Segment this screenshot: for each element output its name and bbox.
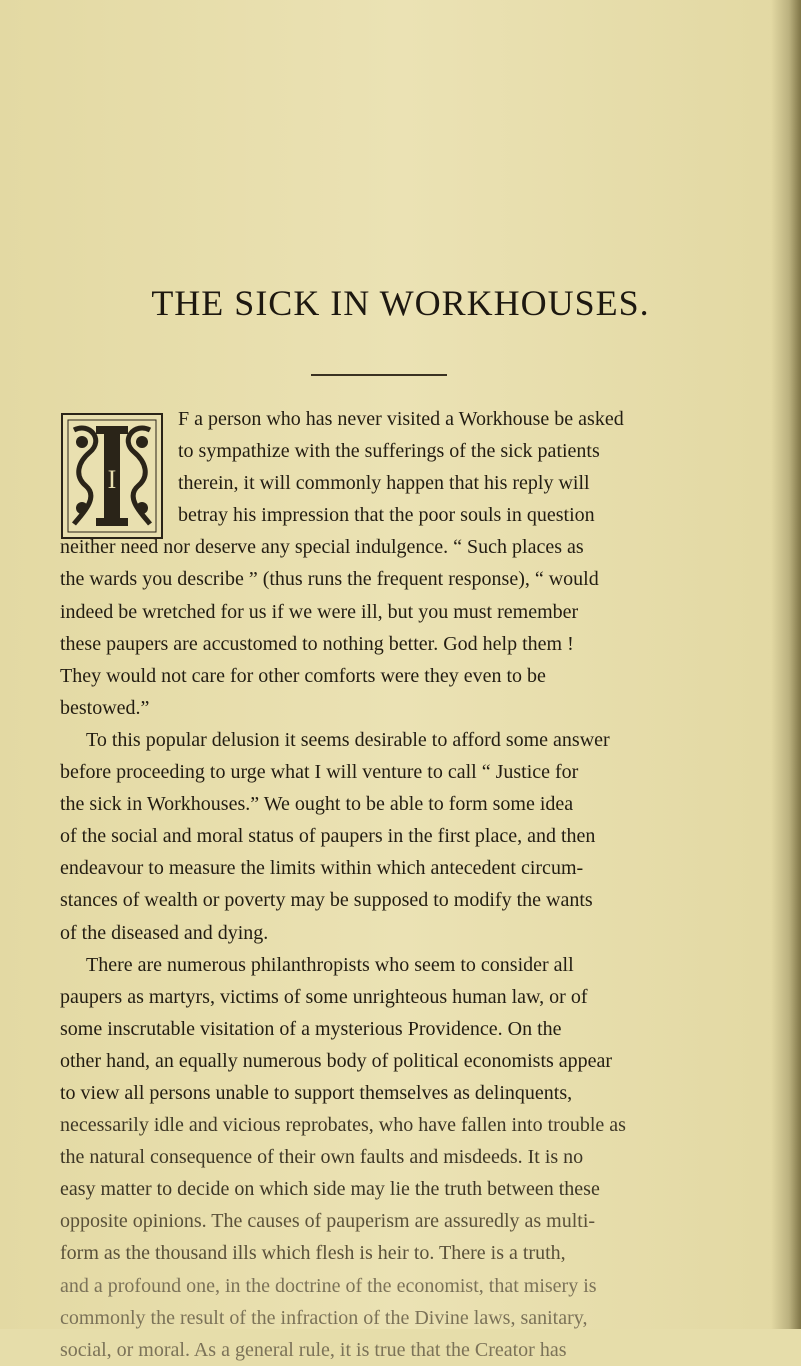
- text-line: of the diseased and dying.: [60, 921, 269, 944]
- text-line: these paupers are accustomed to nothing better. God help them !: [60, 632, 574, 655]
- text-line: the sick in Workhouses.” We ought to be able to form some idea: [60, 793, 574, 816]
- text-line: paupers as martyrs, victims of some unrighteous human law, or of: [60, 985, 588, 1008]
- text-line: the natural consequence of their own faults and misdeeds. It is no: [60, 1146, 584, 1169]
- text-line: They would not care for other comforts were they even to be: [60, 664, 546, 687]
- text-line: betray his impression that the poor souls in question: [178, 504, 595, 527]
- text-line: neither need nor deserve any special indulgence. “ Such places as: [60, 536, 584, 559]
- text-line: commonly the result of the infraction of the Divine laws, sanitary,: [60, 1306, 588, 1329]
- text-line: to sympathize with the sufferings of the sick patients: [178, 440, 600, 463]
- text-line: easy matter to decide on which side may lie the truth between these: [60, 1178, 600, 1201]
- title-rule: [311, 374, 447, 376]
- text-line: necessarily idle and vicious reprobates, who have fallen into trouble as: [60, 1114, 626, 1137]
- text-line: endeavour to measure the limits within which antecedent circum-: [60, 857, 584, 880]
- text-line: indeed be wretched for us if we were ill, but you must remember: [60, 600, 579, 623]
- text-line: to view all persons unable to support themselves as delinquents,: [60, 1081, 573, 1104]
- text-line: form as the thousand ills which flesh is heir to. There is a truth,: [60, 1242, 566, 1265]
- text-line: social, or moral. As a general rule, it is true that the Creator has: [60, 1338, 567, 1361]
- text-line: of the social and moral status of paupers in the first place, and then: [60, 825, 596, 848]
- text-line: There are numerous philanthropists who seem to consider all: [86, 953, 574, 976]
- text-line: bestowed.”: [60, 696, 150, 719]
- text-line: opposite opinions. The causes of pauperism are assuredly as multi-: [60, 1210, 596, 1233]
- page-edge-shadow: [771, 0, 801, 1329]
- text-line: stances of wealth or poverty may be supposed to modify the wants: [60, 889, 593, 912]
- dropcap-letter: I: [107, 465, 117, 494]
- chapter-title: THE SICK IN WORKHOUSES.: [151, 283, 650, 323]
- text-line: therein, it will commonly happen that his reply will: [178, 472, 590, 495]
- text-line: some inscrutable visitation of a mysterious Providence. On the: [60, 1017, 562, 1040]
- text-line: F a person who has never visited a Workhouse be asked: [178, 408, 624, 430]
- text-line: before proceeding to urge what I will venture to call “ Justice for: [60, 761, 579, 784]
- text-line: other hand, an equally numerous body of political economists appear: [60, 1049, 613, 1072]
- text-line: To this popular delusion it seems desirable to afford some answer: [86, 728, 610, 751]
- text-line: and a profound one, in the doctrine of the economist, that misery is: [60, 1274, 597, 1297]
- body-text: [60, 403, 742, 1366]
- text-line: the wards you describe ” (thus runs the frequent response), “ would: [60, 568, 599, 591]
